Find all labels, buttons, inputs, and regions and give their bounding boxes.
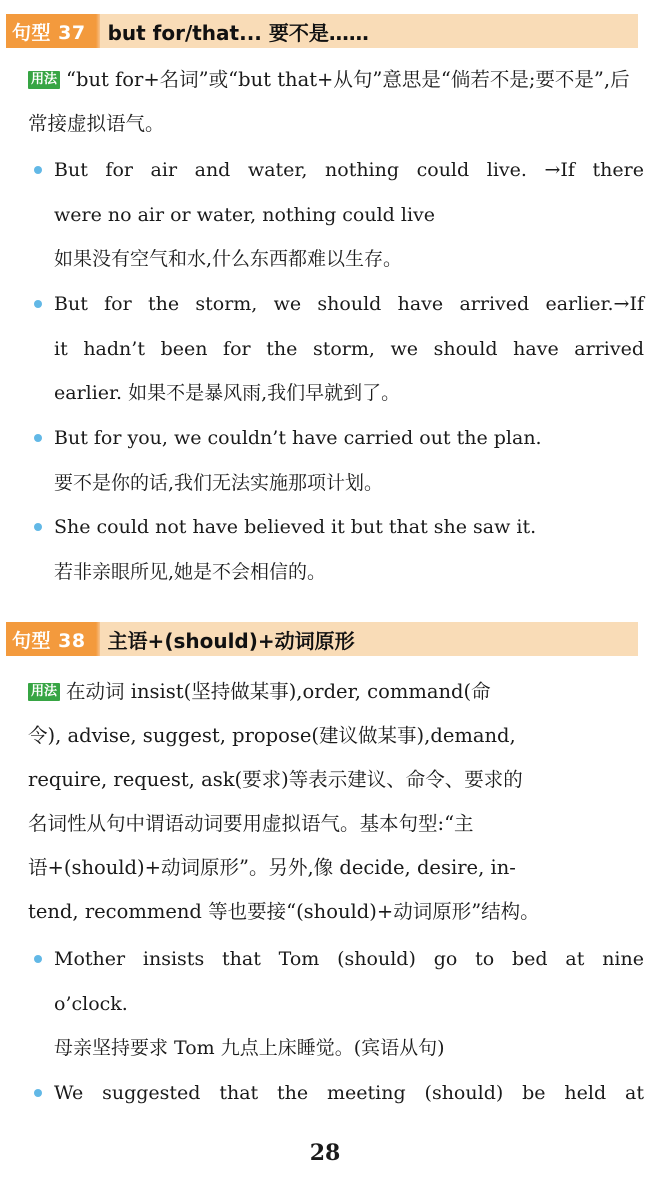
section-38-usage <box>28 670 642 934</box>
example-item <box>34 505 644 594</box>
example-line: it hadn’t been for the storm, we should have arrived <box>54 337 644 360</box>
example-line: Mother insists that Tom (should) go to bed at nine <box>54 948 644 970</box>
section-37-tag: 句型 37 <box>6 14 96 48</box>
usage-line-text: 在动词 insist(坚持做某事),order, command(命 <box>66 680 491 703</box>
section-37-usage-text: “but for+名词”或“but that+从句”意思是“倘若不是;要不是”,后常接虚拟语气。 <box>28 68 630 135</box>
bullet-icon <box>34 300 42 308</box>
usage-line <box>28 670 642 714</box>
example-item <box>34 1071 644 1116</box>
section-38-tag: 句型 38 <box>6 622 96 656</box>
example-item <box>34 937 644 1071</box>
example-line: But for air and water, nothing could live. →If there <box>54 159 644 181</box>
page-number: 28 <box>309 1140 341 1166</box>
usage-line: 名词性从句中谓语动词要用虚拟语气。基本句型:“主 <box>28 812 474 835</box>
example-line: We suggested that the meeting (should) be held at <box>54 1082 644 1104</box>
usage-line: tend, recommend 等也要接“(should)+动词原形”结构。 <box>28 900 540 923</box>
section-37-usage <box>28 58 642 146</box>
bullet-icon <box>34 1089 42 1097</box>
bullet-icon <box>34 955 42 963</box>
example-item <box>34 282 644 416</box>
usage-badge: 用法 <box>28 683 60 701</box>
example-line: were no air or water, nothing could live <box>54 203 436 226</box>
section-37-title: but for/that... 要不是…… <box>107 20 369 45</box>
usage-line: require, request, ask(要求)等表示建议、命令、要求的 <box>28 768 523 791</box>
usage-badge: 用法 <box>28 71 60 89</box>
bullet-icon <box>34 434 42 442</box>
section-38-header <box>6 622 638 656</box>
example-translation: 母亲坚持要求 Tom 九点上床睡觉。(宾语从句) <box>54 1037 445 1059</box>
section-37-header <box>6 14 638 48</box>
example-translation: 要不是你的话,我们无法实施那项计划。 <box>54 471 384 494</box>
usage-line: 令), advise, suggest, propose(建议做某事),demand, <box>28 724 516 747</box>
bullet-icon <box>34 166 42 174</box>
example-line: But for the storm, we should have arrived earlier.→If <box>54 293 644 315</box>
section-38-title: 主语+(should)+动词原形 <box>107 628 355 653</box>
bullet-icon <box>34 523 42 531</box>
example-translation: 如果没有空气和水,什么东西都难以生存。 <box>54 248 403 270</box>
usage-line: 语+(should)+动词原形”。另外,像 decide, desire, in- <box>28 856 516 879</box>
example-item <box>34 148 644 282</box>
example-translation: 若非亲眼所见,她是不会相信的。 <box>54 560 327 583</box>
example-item <box>34 416 644 505</box>
example-line: But for you, we couldn’t have carried out the plan. <box>54 427 542 449</box>
example-line: earlier. 如果不是暴风雨,我们早就到了。 <box>54 382 401 404</box>
example-line: She could not have believed it but that she saw it. <box>54 516 537 538</box>
example-line: o’clock. <box>54 992 128 1015</box>
